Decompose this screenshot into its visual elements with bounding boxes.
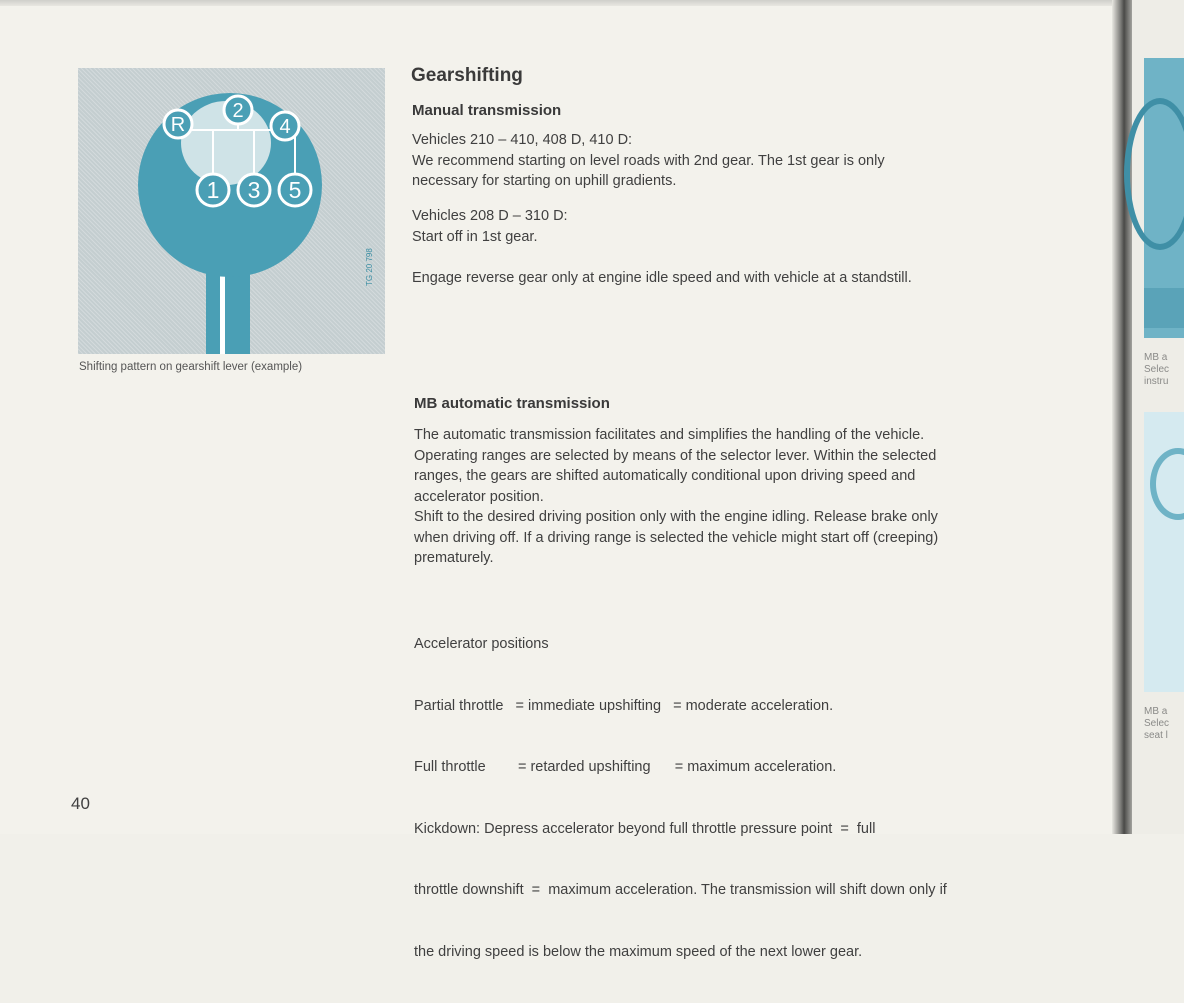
text-line: Accelerator positions — [414, 636, 549, 652]
manual-paragraph-b — [412, 206, 568, 247]
text-line: MB a — [1144, 706, 1168, 717]
text-line: when driving off. If a driving range is selected the vehicle might start off (creeping) — [414, 529, 939, 546]
automatic-paragraph-a — [414, 425, 938, 569]
text-line: Kickdown: Depress accelerator beyond full throttle pressure point = full — [414, 820, 876, 837]
text-line: Vehicles 208 D – 310 D: — [412, 208, 568, 224]
figure-code: TG 20 798 — [365, 248, 374, 286]
text-line: Selec — [1144, 364, 1170, 375]
gear-label: 3 — [247, 177, 261, 203]
text-line: throttle downshift = maximum acceleration. The transmission will shift down only if — [414, 882, 947, 898]
next-page-bar-shape — [1144, 288, 1184, 328]
text-line: necessary for starting on uphill gradients. — [412, 173, 677, 189]
next-page-caption-b — [1144, 706, 1184, 742]
gear-label: 4 — [279, 116, 291, 138]
text-line: Start off in 1st gear. — [412, 228, 538, 245]
text-line: instru — [1144, 376, 1169, 387]
text-line: The automatic transmission facilitates and simplifies the handling of the vehicle. — [414, 427, 925, 443]
gearshift-figure — [78, 68, 385, 354]
page-number: 40 — [71, 794, 90, 813]
text-line: prematurely. — [414, 550, 494, 566]
text-line: Vehicles 210 – 410, 408 D, 410 D: — [412, 132, 633, 148]
text-line: Full throttle = retarded upshifting = maximum acceleration. — [414, 759, 837, 775]
next-page-image-top — [1144, 58, 1184, 338]
book-gutter — [1112, 0, 1134, 834]
text-line: Selec — [1144, 718, 1170, 729]
lever-stem-highlight — [220, 268, 225, 354]
gearshift-knob-illustration — [78, 68, 385, 354]
manual-paragraph-a — [412, 130, 885, 192]
gear-label: 2 — [232, 100, 244, 122]
figure-caption: Shifting pattern on gearshift lever (example) — [79, 361, 303, 373]
automatic-paragraph-b — [414, 593, 947, 1003]
page-heading: Gearshifting — [411, 65, 523, 86]
next-page-caption-a — [1144, 352, 1184, 388]
text-line: Partial throttle = immediate upshifting = moderate acceleration. — [414, 697, 834, 714]
next-page-edge — [1132, 0, 1184, 834]
text-line: Shift to the desired driving position only with the engine idling. Release brake only — [414, 509, 938, 525]
text-line: We recommend starting on level roads with 2nd gear. The 1st gear is only — [412, 152, 885, 169]
manual-paragraph-c — [412, 268, 912, 289]
next-page-ring-shape — [1124, 98, 1184, 250]
text-line: Engage reverse gear only at engine idle speed and with vehicle at a standstill. — [412, 270, 912, 286]
next-page-blob-shape — [1150, 448, 1184, 520]
text-line: accelerator position. — [414, 488, 544, 505]
automatic-transmission-heading: MB automatic transmission — [414, 395, 610, 412]
gear-label: R — [170, 114, 186, 136]
manual-transmission-heading: Manual transmission — [412, 102, 562, 119]
gear-label: 1 — [206, 177, 220, 203]
text-line: seat l — [1144, 730, 1168, 741]
text-line: ranges, the gears are shifted automatically conditional upon driving speed and — [414, 468, 916, 484]
next-page-image-bottom — [1144, 412, 1184, 692]
text-line: MB a — [1144, 352, 1168, 363]
manual-page — [0, 6, 1114, 960]
gear-label: 5 — [288, 177, 302, 203]
text-line: Operating ranges are selected by means of the selector lever. Within the selected — [414, 447, 937, 464]
text-line: the driving speed is below the maximum speed of the next lower gear. — [414, 943, 863, 960]
